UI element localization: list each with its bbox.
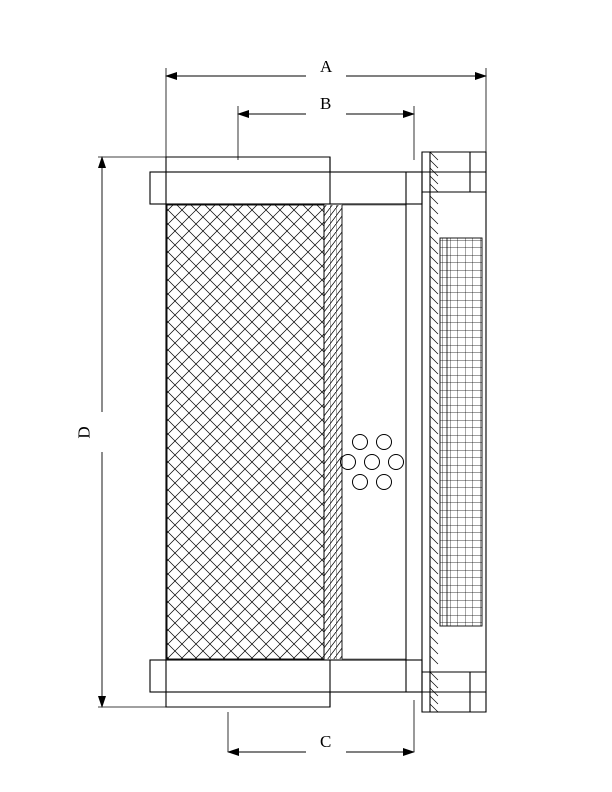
filter-media-mesh xyxy=(167,205,324,659)
pleat-hatch-band xyxy=(324,205,342,659)
dimension-label-a: A xyxy=(320,57,333,76)
core-wall-hatch xyxy=(430,192,438,672)
dimension-label-d: D xyxy=(74,426,94,439)
dimension-label-b: B xyxy=(320,94,332,113)
bypass-hole-pattern xyxy=(341,435,404,490)
inner-core-channel xyxy=(342,205,406,659)
dimension-label-c: C xyxy=(320,732,332,751)
support-tube-grid xyxy=(440,238,482,626)
